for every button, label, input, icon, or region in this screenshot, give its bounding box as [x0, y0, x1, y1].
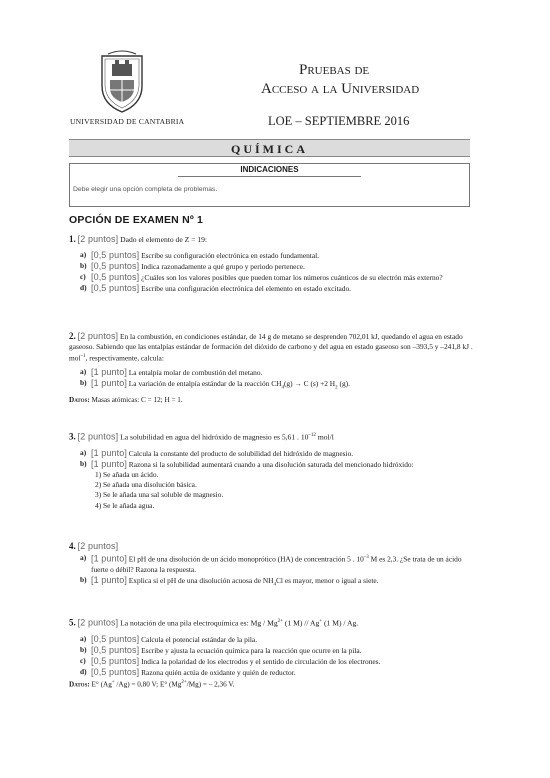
item-label: a) [80, 367, 87, 377]
question-number: 2. [69, 331, 76, 341]
question-text: En la combustión, en condiciones estándar, de 14 g de metano se desprenden 702,01 kJ, quedando el agua en estado gaseoso. Sabiendo que las entalpías estándar de formación del dióxido de carbono y del agua en estado gaseoso son –393,5 y –241,8 kJ . mol [69, 332, 473, 363]
data-text: Masas atómicas: C = 12; H = 1. [91, 395, 183, 404]
list-item [80, 634, 474, 645]
list-item [80, 378, 474, 393]
data-label: Datos: [69, 395, 90, 404]
question-4 [69, 541, 474, 590]
item-text: Escribe una configuración electrónica del elemento en estado excitado. [141, 284, 352, 294]
item-points: [0,5 puntos] [91, 655, 140, 666]
item-points: [0,5 puntos] [91, 261, 140, 272]
item-points: [1 punto] [91, 574, 127, 585]
data-text: /Mg) = – 2,36 V. [186, 680, 235, 689]
option-title: OPCIÓN DE EXAMEN Nº 1 [69, 214, 204, 226]
item-label: c) [80, 272, 86, 282]
question-text: La notación de una pila electroquímica es: Mg / Mg [120, 618, 278, 628]
question-text: La solubilidad en agua del hidróxido de magnesio es 5,61 . 10 [120, 432, 309, 442]
superscript: + [319, 619, 323, 624]
item-text: Calcula la constante del producto de solubilidad del hidróxido de magnesio. [128, 448, 354, 458]
data-label: Datos: [69, 680, 90, 689]
item-label: b) [80, 261, 87, 271]
question-5-stem [69, 617, 474, 629]
list-item [80, 261, 474, 272]
list-item [80, 459, 474, 470]
item-text: (g) → C (s) +2 H [283, 379, 336, 389]
item-points: [0,5 puntos] [91, 644, 140, 655]
superscript: –3 [363, 555, 369, 561]
item-label: c) [80, 655, 86, 665]
item-points: [0,5 puntos] [91, 250, 140, 261]
question-text: Dado el elemento de Z = 19: [120, 235, 208, 244]
question-1-stem [69, 234, 474, 245]
data-text: /Ag) = 0,80 V; E° (Mg [114, 680, 182, 689]
item-label: a) [80, 553, 87, 563]
item-text: Escribe y ajusta la ecuación química para la reacción que ocurre en la pila. [141, 645, 362, 655]
item-label: a) [80, 447, 87, 457]
item-points: [0,5 puntos] [91, 666, 140, 677]
sub-item: 3) Se le añada una sal soluble de magnesio. [95, 490, 224, 500]
question-2-data [69, 395, 474, 405]
item-label: a) [80, 633, 87, 643]
list-item [80, 448, 474, 459]
question-5 [69, 617, 474, 689]
question-points: [2 puntos] [77, 234, 119, 244]
list-item [80, 656, 474, 667]
superscript: 2+ [181, 679, 187, 685]
item-text: ¿Cuáles son los valores posibles que pueden tomar los números cuánticos de su electrón más externo? [141, 273, 443, 283]
question-text: mol/l [315, 432, 334, 442]
question-text: (1 M) / Ag. [322, 618, 359, 628]
item-label: d) [80, 283, 87, 293]
question-4-stem [69, 541, 474, 552]
superscript: –1 [80, 354, 86, 359]
item-points: [0,5 puntos] [91, 272, 140, 283]
item-points: [1 punto] [91, 378, 127, 389]
subject-title: QUÍMICA [231, 142, 308, 156]
item-text: Indica razonadamente a qué grupo y periodo pertenece. [141, 262, 305, 272]
subscript: 2 [335, 385, 338, 391]
item-text: Explica si el pH de una disolución acuosa de NH [128, 575, 274, 585]
list-item [80, 272, 474, 283]
question-2-stem [69, 331, 474, 363]
question-points: [2 puntos] [77, 331, 119, 341]
list-item [80, 367, 474, 378]
sub-item: 2) Se añada una disolución básica. [95, 480, 197, 490]
question-3 [69, 431, 474, 511]
item-points: [1 punto] [91, 553, 127, 564]
question-number: 5. [69, 617, 76, 628]
question-points: [2 puntos] [77, 431, 119, 442]
question-2 [69, 331, 474, 405]
item-label: b) [80, 458, 87, 468]
list-item [80, 553, 474, 574]
question-3-stem [69, 431, 474, 443]
item-text: Escribe su configuración electrónica en estado fundamental. [141, 251, 320, 261]
item-points: [0,5 puntos] [91, 633, 140, 644]
item-label: b) [80, 378, 87, 388]
item-text: Cl es mayor, menor o igual a siete. [276, 575, 379, 585]
exam-session: LOE – SEPTIEMBRE 2016 [268, 114, 410, 128]
subject-bar [69, 139, 470, 157]
item-text: Indica la polaridad de los electrodos y el sentido de circulación de los electrones. [141, 656, 381, 666]
item-text: La variación de entalpía estándar de la reacción CH [128, 379, 282, 389]
university-seal [96, 50, 148, 114]
item-text: M es 2,3. ¿Se trata de un ácido fuerte o débil? Razona la respuesta. [91, 554, 462, 574]
question-points: [2 puntos] [77, 541, 119, 551]
indicaciones-box [69, 163, 470, 207]
item-text: El pH de una disolución de un ácido monoprótico (HA) de concentración 5 . 10 [128, 554, 364, 564]
question-number: 3. [69, 431, 76, 442]
item-points: [1 punto] [91, 367, 127, 378]
item-text: La entalpía molar de combustión del metano. [128, 368, 263, 378]
question-5-data [69, 678, 474, 689]
indicaciones-divider [178, 176, 361, 177]
title-line-2: Acceso a la Universidad [261, 81, 420, 97]
item-text: Razona si la solubilidad aumentará cuando a una disolución saturada del mencionado hidróxido: [128, 459, 414, 469]
data-text: E° (Ag [91, 680, 112, 689]
item-points: [1 punto] [91, 458, 127, 469]
superscript: 2+ [277, 619, 283, 624]
question-text: (1 M) // Ag [282, 618, 320, 628]
sub-item: 1) Se añada un ácido. [95, 469, 159, 479]
sub-item: 4) Se le añada agua. [95, 500, 155, 510]
item-label: b) [80, 574, 87, 584]
question-text: , respectivamente, calcula: [85, 353, 164, 363]
item-text: Calcula el potencial estándar de la pila. [141, 634, 258, 644]
item-label: d) [80, 666, 87, 676]
indicaciones-heading: INDICACIONES [240, 165, 299, 174]
question-number: 1. [69, 234, 76, 244]
list-item [80, 283, 474, 294]
item-label: a) [80, 250, 87, 260]
indicaciones-text: Debe elegir una opción completa de problemas. [73, 186, 218, 193]
question-points: [2 puntos] [77, 617, 119, 628]
subscript: 4 [273, 582, 276, 588]
title-line-1: Pruebas de [299, 62, 370, 78]
question-1 [69, 234, 474, 294]
superscript: –12 [308, 433, 316, 438]
list-item [80, 667, 474, 678]
item-text: Razona quién actúa de oxidante y quién de reductor. [141, 667, 296, 677]
subscript: 4 [281, 385, 284, 391]
list-item [80, 645, 474, 656]
item-label: b) [80, 644, 87, 654]
item-points: [0,5 puntos] [91, 283, 140, 294]
university-name: UNIVERSIDAD DE CANTABRIA [70, 117, 185, 126]
superscript: + [111, 679, 115, 685]
item-text: (g). [337, 379, 350, 389]
item-points: [1 punto] [91, 447, 127, 458]
list-item [80, 250, 474, 261]
question-number: 4. [69, 541, 76, 551]
list-item [80, 575, 474, 590]
